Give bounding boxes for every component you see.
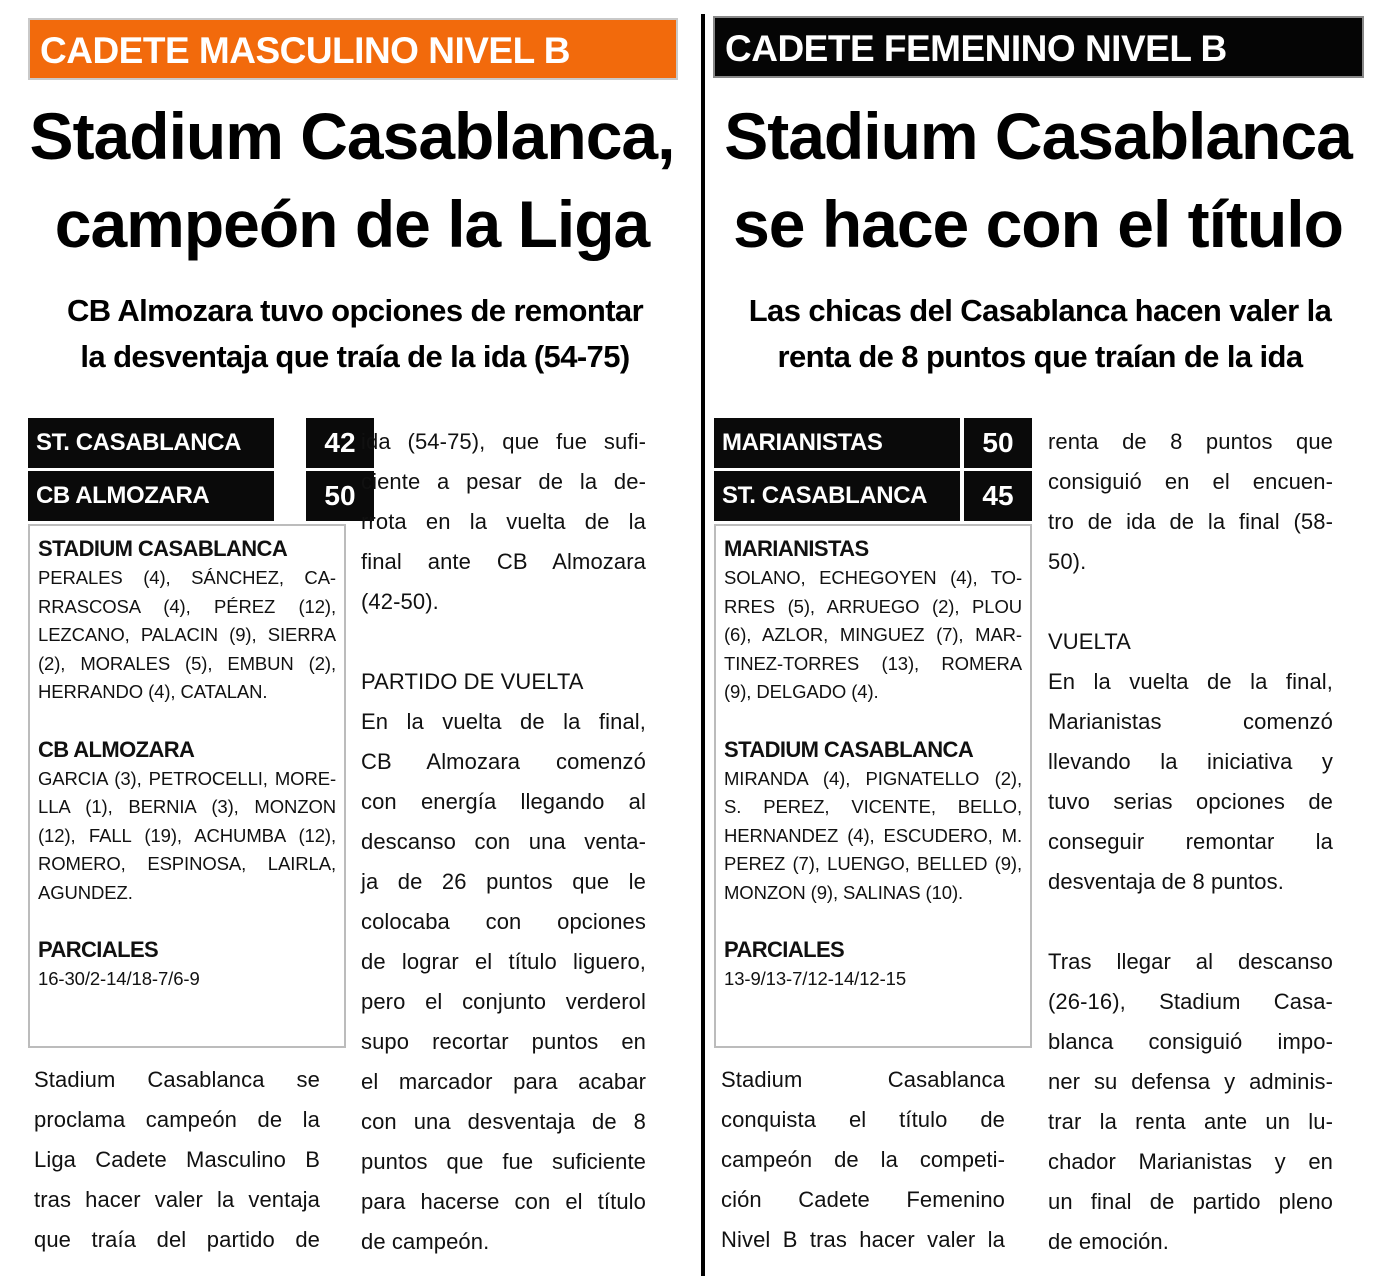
team-points: 45	[964, 471, 1032, 521]
score-row	[714, 471, 1032, 521]
section-label-right: CADETE FEMENINO NIVEL B	[713, 16, 1364, 78]
team-points: 50	[306, 471, 374, 521]
text-line: ner su defensa y adminis-	[1048, 1069, 1333, 1094]
roster-line: LLA (1), BERNIA (3), MONZON	[38, 796, 336, 817]
text-line: campeón de la competi-	[721, 1147, 1005, 1172]
article-intro-right	[721, 1060, 1005, 1260]
text-line: con energía llegando al	[361, 789, 646, 814]
text-line: pero el conjunto verderol	[361, 989, 646, 1014]
headline-line: se hace con el título	[733, 187, 1343, 261]
section-label-left: CADETE MASCULINO NIVEL B	[28, 18, 678, 80]
text-line: de emoción.	[1048, 1229, 1169, 1254]
roster-line: (12), FALL (19), ACHUMBA (12),	[38, 824, 336, 846]
subsection-heading: VUELTA	[1048, 629, 1131, 654]
text-line: ida (54-75), que fue sufi-	[361, 429, 646, 454]
text-line: (42-50).	[361, 589, 439, 614]
score-row	[28, 471, 356, 521]
text-line: Stadium Casablanca	[721, 1067, 1005, 1092]
roster-box-left	[28, 524, 346, 1048]
text-line: llevando la iniciativa y	[1048, 749, 1333, 774]
text-line: tras hacer valer la ventaja	[34, 1187, 320, 1212]
text-line: CB Almozara comenzó	[361, 749, 646, 774]
score-row	[714, 418, 1032, 468]
parciales-label: PARCIALES	[724, 937, 845, 962]
roster-line: (6), AZLOR, MINGUEZ (7), MAR-	[724, 624, 1022, 645]
roster-line: S. PEREZ, VICENTE, BELLO,	[724, 796, 1022, 817]
roster-line: RRASCOSA (4), PÉREZ (12),	[38, 595, 336, 617]
headline-line: Stadium Casablanca,	[29, 99, 675, 173]
score-separator	[714, 468, 1032, 471]
text-line: final ante CB Almozara	[361, 549, 646, 574]
roster-line: LEZCANO, PALACIN (9), SIERRA	[38, 624, 336, 645]
article-body-right	[1048, 422, 1333, 1262]
roster-team: STADIUM CASABLANCA	[38, 536, 288, 561]
text-line: descanso con una venta-	[361, 829, 646, 854]
subhead-line: renta de 8 puntos que traían de la ida	[777, 339, 1303, 374]
text-line: el marcador para acabar	[361, 1069, 646, 1094]
text-line: ción Cadete Femenino	[721, 1187, 1005, 1212]
roster-team: CB ALMOZARA	[38, 736, 195, 762]
text-line: para hacerse con el título	[361, 1189, 646, 1214]
text-line: de lograr el título liguero,	[361, 949, 646, 974]
team-name: ST. CASABLANCA	[714, 471, 960, 521]
headline-line: Stadium Casablanca	[724, 99, 1352, 173]
roster-line: PEREZ (7), LUENGO, BELLED (9),	[724, 853, 1022, 874]
roster-line: PERALES (4), SÁNCHEZ, CA-	[38, 567, 336, 588]
subhead-line: la desventaja que traía de la ida (54-75)	[80, 339, 630, 374]
roster-line: MONZON (9), SALINAS (10).	[724, 881, 964, 903]
subhead-left	[20, 288, 690, 380]
roster-line: GARCIA (3), PETROCELLI, MORE-	[38, 767, 336, 789]
roster-line: (9), DELGADO (4).	[724, 681, 879, 702]
text-line: blanca consiguió impo-	[1048, 1029, 1333, 1054]
text-line: tro de ida de la final (58-	[1048, 509, 1333, 534]
roster-line: HERRANDO (4), CATALAN.	[38, 681, 268, 702]
text-line: chador Marianistas y en	[1048, 1149, 1333, 1174]
text-line: renta de 8 puntos que	[1048, 429, 1333, 454]
text-line: En la vuelta de la final,	[361, 709, 646, 734]
text-line: consiguió en el encuen-	[1048, 469, 1333, 494]
text-line: 50).	[1048, 549, 1087, 574]
text-line: supo recortar puntos en	[361, 1029, 646, 1054]
text-line: (26-16), Stadium Casa-	[1048, 989, 1333, 1014]
team-points: 50	[964, 418, 1032, 468]
subhead-right	[710, 288, 1370, 380]
text-line: conseguir remontar la	[1048, 829, 1333, 854]
team-name: ST. CASABLANCA	[28, 418, 274, 468]
subsection-heading: PARTIDO DE VUELTA	[361, 669, 584, 694]
text-line: ja de 26 puntos que le	[361, 869, 646, 894]
text-line: un final de partido pleno	[1048, 1189, 1333, 1214]
headline-left	[14, 92, 690, 268]
headline-line: campeón de la Liga	[54, 187, 650, 261]
parciales-value: 16-30/2-14/18-7/6-9	[38, 968, 200, 989]
text-line: puntos que fue suficiente	[361, 1149, 646, 1174]
roster-line: SOLANO, ECHEGOYEN (4), TO-	[724, 567, 1022, 588]
text-line: Marianistas comenzó	[1048, 709, 1333, 734]
headline-right	[708, 92, 1368, 268]
roster-team: STADIUM CASABLANCA	[724, 736, 974, 762]
parciales-label: PARCIALES	[38, 937, 159, 962]
roster-line: MIRANDA (4), PIGNATELLO (2),	[724, 767, 1022, 789]
team-name: CB ALMOZARA	[28, 471, 274, 521]
roster-line: (2), MORALES (5), EMBUN (2),	[38, 652, 336, 674]
roster-team: MARIANISTAS	[724, 536, 869, 561]
text-line: Tras llegar al descanso	[1048, 949, 1333, 974]
text-line: que traía del partido de	[34, 1227, 320, 1252]
team-name: MARIANISTAS	[714, 418, 960, 468]
roster-line: HERNANDEZ (4), ESCUDERO, M.	[724, 824, 1022, 846]
roster-box-right	[714, 524, 1032, 1048]
roster-line: TINEZ-TORRES (13), ROMERA	[724, 652, 1022, 674]
team-points: 42	[306, 418, 374, 468]
subhead-line: Las chicas del Casablanca hacen valer la	[748, 293, 1332, 328]
score-row	[28, 418, 356, 468]
article-intro-left	[34, 1060, 320, 1260]
parciales-value: 13-9/13-7/12-14/12-15	[724, 968, 907, 989]
text-line: Liga Cadete Masculino B	[34, 1147, 320, 1172]
column-divider	[701, 14, 705, 1276]
roster-line: AGUNDEZ.	[38, 881, 133, 903]
text-line: desventaja de 8 puntos.	[1048, 869, 1284, 894]
text-line: rrota en la vuelta de la	[361, 509, 646, 534]
text-line: con una desventaja de 8	[361, 1109, 646, 1134]
subhead-line: CB Almozara tuvo opciones de remontar	[66, 293, 644, 328]
text-line: tuvo serias opciones de	[1048, 789, 1333, 814]
text-line: colocaba con opciones	[361, 909, 646, 934]
article-body-left	[361, 422, 646, 1262]
text-line: conquista el título de	[721, 1107, 1005, 1132]
text-line: proclama campeón de la	[34, 1107, 320, 1132]
text-line: de campeón.	[361, 1229, 490, 1254]
text-line: En la vuelta de la final,	[1048, 669, 1333, 694]
text-line: ciente a pesar de la de-	[361, 469, 646, 494]
score-separator	[28, 468, 346, 471]
roster-line: ROMERO, ESPINOSA, LAIRLA,	[38, 853, 336, 874]
text-line: trar la renta ante un lu-	[1048, 1109, 1333, 1134]
text-line: Stadium Casablanca se	[34, 1067, 320, 1092]
text-line: Nivel B tras hacer valer la	[721, 1227, 1005, 1252]
roster-line: RRES (5), ARRUEGO (2), PLOU	[724, 595, 1022, 617]
